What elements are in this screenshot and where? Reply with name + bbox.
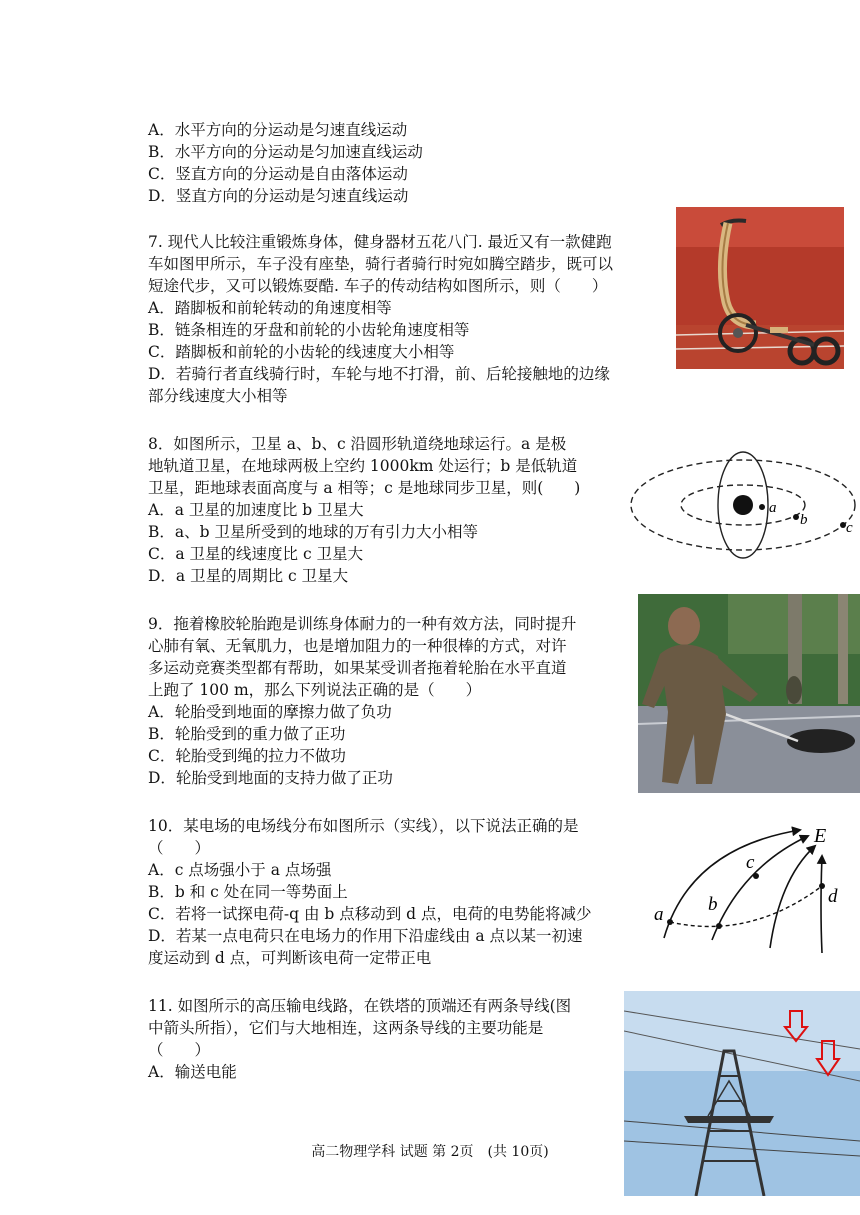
q7-option-a: A．踏脚板和前轮转动的角速度相等 (148, 299, 392, 317)
q8-stem-line-3: 卫星，距地球表面高度与 a 相等；c 是地球同步卫星，则( ) (148, 479, 581, 497)
q9-stem-line-2: 心肺有氧、无氧肌力，也是增加阻力的一种很棒的方式，对许 (148, 637, 567, 655)
q9-option-a: A．轮胎受到地面的摩擦力做了负功 (148, 703, 392, 721)
q10-stem-line-1: 10．某电场的电场线分布如图所示（实线），以下说法正确的是 (148, 817, 579, 835)
point-b (716, 923, 722, 929)
q6-option-d: D．竖直方向的分运动是匀速直线运动 (148, 187, 409, 205)
q7-stem-line-2: 车如图甲所示，车子没有座垫，骑行者骑行时宛如腾空踏步，既可以 (148, 255, 614, 273)
q8-stem-line-2: 地轨道卫星，在地球两极上空约 1000km 处运行；b 是低轨道 (148, 457, 578, 475)
q9-option-d: D．轮胎受到地面的支持力做了正功 (148, 769, 393, 787)
field-line-3 (770, 846, 815, 948)
q9-stem-line-1: 9．拖着橡胶轮胎跑是训练身体耐力的一种有效方法，同时提升 (148, 615, 577, 633)
q11-stem-line-1: 11. 如图所示的高压输电线路，在铁塔的顶端还有两条导线(图 (148, 997, 572, 1015)
q11-power-tower-photo (624, 991, 860, 1196)
satellite-a (759, 504, 765, 510)
tire-drag-photo-image (638, 594, 860, 793)
label-d: d (828, 886, 838, 907)
q10-option-d-cont: 度运动到 d 点，可判断该电荷一定带正电 (148, 949, 432, 967)
q10-stem-line-2: （ ） (148, 839, 211, 857)
field-line-1 (664, 830, 800, 938)
q8-orbit-diagram (628, 450, 858, 560)
field-line-4 (821, 856, 822, 953)
q9-tire-drag-photo (638, 594, 860, 793)
q10-option-b: B．b 和 c 处在同一等势面上 (148, 883, 348, 901)
label-E: E (814, 825, 827, 847)
q9-option-b: B．轮胎受到的重力做了正功 (148, 725, 346, 743)
label-c: c (746, 852, 755, 873)
satellite-b (793, 514, 799, 520)
label-b: b (800, 512, 808, 528)
dashed-path (670, 886, 822, 927)
label-a: a (769, 500, 777, 516)
q10-option-d: D．若某一点电荷只在电场力的作用下沿虚线由 a 点以某一初速 (148, 927, 583, 945)
label-c: c (846, 520, 853, 536)
field-line-2 (712, 836, 808, 940)
q7-stem-line-3: 短途代步，又可以锻炼耍酷. 车子的传动结构如图所示，则（ ） (148, 277, 608, 295)
q9-option-c: C．轮胎受到绳的拉力不做功 (148, 747, 346, 765)
label-a: a (654, 904, 664, 925)
q6-option-a: A．水平方向的分运动是匀速直线运动 (148, 121, 408, 139)
q8-option-d: D．a 卫星的周期比 c 卫星大 (148, 567, 349, 585)
earth (733, 495, 753, 515)
q7-option-c: C．踏脚板和前轮的小齿轮的线速度大小相等 (148, 343, 455, 361)
q7-stem-line-1: 7. 现代人比较注重锻炼身体，健身器材五花八门. 最近又有一款健跑 (148, 233, 612, 251)
point-d (819, 883, 825, 889)
point-a (667, 919, 673, 925)
bike-photo-image (676, 207, 844, 369)
q9-stem-line-3: 多运动竞赛类型都有帮助，如果某受训者拖着轮胎在水平直道 (148, 659, 567, 677)
q10-option-c: C．若将一试探电荷-q 由 b 点移动到 d 点，电荷的电势能将减少 (148, 905, 592, 923)
q11-stem-line-3: （ ） (148, 1041, 211, 1059)
point-c (753, 873, 759, 879)
q7-option-d-cont: 部分线速度大小相等 (148, 387, 288, 405)
q10-electric-field-diagram (650, 818, 850, 958)
q10-option-a: A．c 点场强小于 a 点场强 (148, 861, 332, 879)
power-tower-photo-image (624, 991, 860, 1196)
q8-option-a: A．a 卫星的加速度比 b 卫星大 (148, 501, 364, 519)
q8-option-c: C．a 卫星的线速度比 c 卫星大 (148, 545, 364, 563)
label-b: b (708, 894, 718, 915)
q11-stem-line-2: 中箭头所指），它们与大地相连，这两条导线的主要功能是 (148, 1019, 544, 1037)
q11-option-a: A．输送电能 (148, 1063, 237, 1081)
q7-option-b: B．链条相连的牙盘和前轮的小齿轮角速度相等 (148, 321, 470, 339)
q6-option-c: C．竖直方向的分运动是自由落体运动 (148, 165, 408, 183)
page-footer: 高二物理学科 试题 第 2页 (共 10页) (311, 1144, 549, 1160)
q6-option-b: B．水平方向的分运动是匀加速直线运动 (148, 143, 423, 161)
q8-option-b: B．a、b 卫星所受到的地球的万有引力大小相等 (148, 523, 478, 541)
q8-stem-line-1: 8．如图所示，卫星 a、b、c 沿圆形轨道绕地球运行。a 是极 (148, 435, 567, 453)
q9-stem-line-4: 上跑了 100 m，那么下列说法正确的是（ ） (148, 681, 482, 699)
q7-option-d: D．若骑行者直线骑行时，车轮与地不打滑，前、后轮接触地的边缘 (148, 365, 610, 383)
q7-bike-photo (676, 207, 844, 369)
